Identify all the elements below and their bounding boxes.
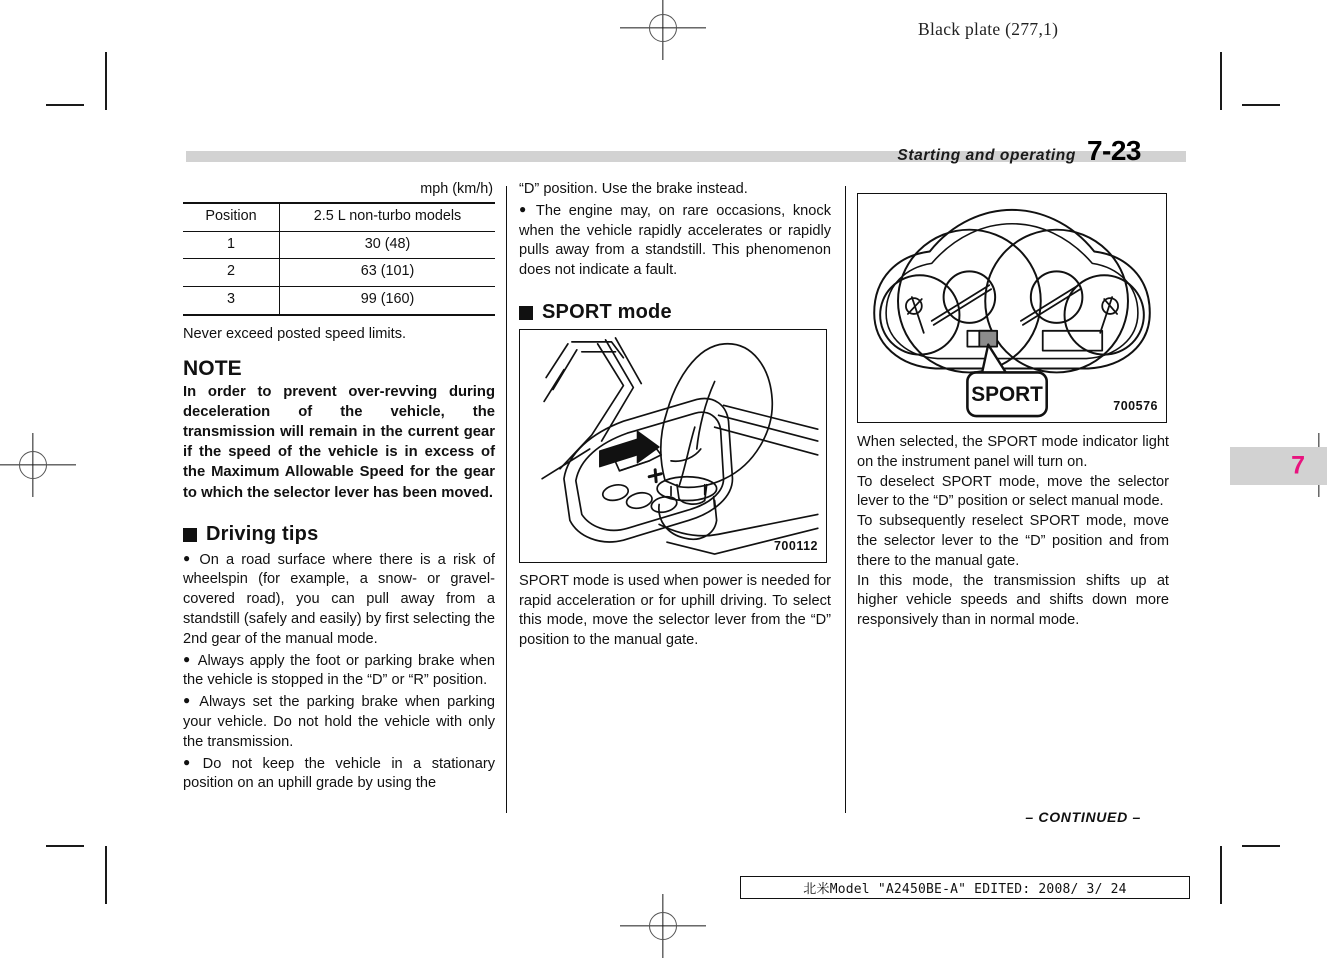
chapter-tab-number: 7 [1291,451,1305,480]
crop-mark-bottom-left-vertical [105,846,107,904]
bullet-dot-icon: ● [183,754,197,769]
table-cell-position: 2 [183,259,280,287]
crop-mark-bottom-left-horizontal [46,845,84,847]
column-divider-left [506,186,507,813]
sport-mode-description: SPORT mode is used when power is needed for rapid acceleration or for uphill driving. To select this mode, move the selector lever from the “D” position to the manual gate. [519,572,831,649]
max-allowable-speed-table [183,202,495,316]
table-cell-speed: 63 (101) [280,259,496,287]
note-body: In order to prevent over-revving during deceleration of the vehicle, the transmission will remain in the current gear if the speed of the vehicle is in excess of the Maximum Allowable Speed for the gear to which the selector lever has been moved. [183,383,495,501]
table-cell-speed: 30 (48) [280,231,496,259]
chapter-tab [1230,447,1327,485]
table-row [183,259,495,287]
bullet-dot-icon: ● [183,693,194,708]
filled-square-icon [183,528,197,542]
figure-instrument-cluster [857,193,1167,423]
crop-mark-bottom-right-vertical [1220,846,1222,904]
table-row [183,287,495,315]
registration-mark-top-center [620,0,706,60]
bullet-dot-icon: ● [183,550,194,565]
table-header-row [183,203,495,231]
edited-stamp-text: 北米Model "A2450BE-A" EDITED: 2008/ 3/ 24 [803,882,1127,897]
sport-mode-heading [519,300,831,323]
paragraph-deselect-sport: To deselect SPORT mode, move the selector lever to the “D” position or select manual mode. [857,473,1169,510]
edited-stamp-box [740,876,1190,899]
paragraph-continuation: “D” position. Use the brake instead. [519,181,748,197]
paragraph-reselect-sport: To subsequently reselect SPORT mode, move the selector lever to the “D” position and from there to the manual gate. [857,513,1169,569]
column-left [183,180,495,794]
paragraph-sport-indicator: When selected, the SPORT mode indicator light on the instrument panel will turn on. [857,434,1169,470]
column-divider-right [845,186,846,813]
list-item-text: The engine may, on rare occasions, knock when the vehicle rapidly accelerates or rapidly pulls away from a standstill. This phenomenon does not indicate a fault. [519,202,831,279]
continued-label: – CONTINUED – [1025,809,1141,825]
list-item [183,691,495,752]
registration-circle [19,451,47,479]
list-item [183,753,495,795]
crop-mark-top-left-vertical [105,52,107,110]
running-head [897,135,1141,167]
bullet-dot-icon: ● [519,201,530,216]
sport-indicator-label: SPORT [971,383,1043,407]
crop-mark-top-right-horizontal [1242,104,1280,106]
list-item-text: Always apply the foot or parking brake when the vehicle is stopped in the “D” or “R” position. [183,652,495,689]
table-header-position: Position [183,203,280,231]
table-cell-position: 3 [183,287,280,315]
figure-shift-lever [519,329,827,563]
list-item-text: On a road surface where there is a risk of wheelspin (for example, a snow- or gravel-covered road), you can pull away from a standstill (safely and easily) by first selecting the 2nd gear of the manual mode. [183,551,495,647]
table-header-models: 2.5 L non-turbo models [280,203,496,231]
table-cell-speed: 99 (160) [280,287,496,315]
black-plate-label: Black plate (277,1) [918,19,1059,39]
filled-square-icon [519,306,533,320]
column-middle [519,180,831,651]
table-unit-label: mph (km/h) [420,181,493,197]
table-footnote: Never exceed posted speed limits. [183,325,407,342]
running-head-chapter: Starting and operating [897,147,1076,164]
list-item [183,650,495,692]
table-row [183,231,495,259]
sport-mode-heading-label: SPORT mode [542,300,672,323]
column-right [857,193,1169,631]
registration-mark-left-center [0,433,76,497]
list-item [183,549,495,650]
driving-tips-heading [183,522,495,545]
paragraph-shift-behavior: In this mode, the transmission shifts up at higher vehicle speeds and shifts down more responsively than in normal mode. [857,572,1169,629]
registration-circle [649,912,677,940]
figure-number: 700112 [773,538,818,553]
registration-mark-bottom-center [620,894,706,958]
list-item [519,200,831,281]
list-item-text: Always set the parking brake when parking your vehicle. Do not hold the vehicle with only the transmission. [183,694,495,750]
driving-tips-heading-label: Driving tips [206,522,319,545]
crop-mark-top-right-vertical [1220,52,1222,110]
running-head-page-number: 7-23 [1086,135,1141,166]
note-heading: NOTE [183,356,242,380]
registration-circle [649,14,677,42]
list-item-text: Do not keep the vehicle in a stationary position on an uphill grade by using the [183,755,496,792]
table-cell-position: 1 [183,231,280,259]
crop-mark-top-left-horizontal [46,104,84,106]
bullet-dot-icon: ● [183,651,192,666]
crop-mark-bottom-right-horizontal [1242,845,1280,847]
figure-number: 700576 [1113,399,1158,414]
